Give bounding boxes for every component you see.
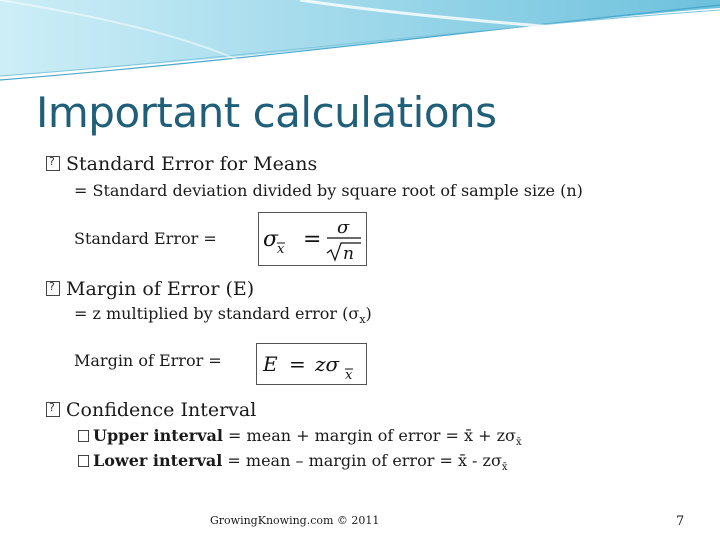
section-description <box>74 304 372 326</box>
svg-text:x: x <box>345 368 353 383</box>
item-text: = mean + margin of error = x̄ + zσ <box>222 426 516 445</box>
item-label: Lower interval <box>93 451 223 470</box>
svg-text:σ: σ <box>263 227 279 252</box>
section-margin-of-error <box>46 278 254 300</box>
item-label: Upper interval <box>93 426 223 445</box>
svg-text:E: E <box>263 352 278 376</box>
header-wave-banner <box>0 0 720 90</box>
formula-graphic <box>259 213 366 265</box>
section-standard-error <box>46 153 317 175</box>
section-heading: Confidence Interval <box>66 399 257 421</box>
svg-text:σ: σ <box>337 217 350 238</box>
margin-of-error-formula-image <box>256 343 367 385</box>
svg-text:zσ: zσ <box>315 352 340 376</box>
sub-bullet-icon <box>78 455 89 467</box>
upper-interval-item <box>78 426 522 448</box>
page-number: 7 <box>676 514 685 529</box>
bullet-icon <box>46 402 60 417</box>
item-text: = mean – margin of error = x̄ - zσ <box>222 451 502 470</box>
lower-interval-item <box>78 451 508 473</box>
section-description: = Standard deviation divided by square root of sample size (n) <box>74 181 583 200</box>
bullet-icon <box>46 281 60 296</box>
standard-error-formula-image <box>258 212 367 266</box>
footer-text: GrowingKnowing.com © 2011 <box>210 514 380 527</box>
svg-text:n: n <box>343 244 354 264</box>
formula-label: Margin of Error = <box>74 351 222 370</box>
description-text: = z multiplied by standard error (σ <box>74 304 360 323</box>
formula-label: Standard Error = <box>74 229 217 248</box>
sub-bullet-icon <box>78 430 89 442</box>
bullet-icon <box>46 156 60 171</box>
svg-text:=: = <box>303 227 322 252</box>
slide-title: Important calculations <box>36 88 497 137</box>
section-heading: Margin of Error (E) <box>66 278 255 300</box>
section-confidence-interval <box>46 399 256 421</box>
item-subscript: x̄ <box>501 462 508 474</box>
description-suffix: ) <box>365 304 372 323</box>
formula-graphic <box>257 344 366 384</box>
description-subscript: x <box>359 313 366 327</box>
item-subscript: x̄ <box>515 437 522 449</box>
svg-text:x: x <box>277 242 285 257</box>
section-heading: Standard Error for Means <box>66 153 318 175</box>
svg-text:=: = <box>289 352 306 376</box>
